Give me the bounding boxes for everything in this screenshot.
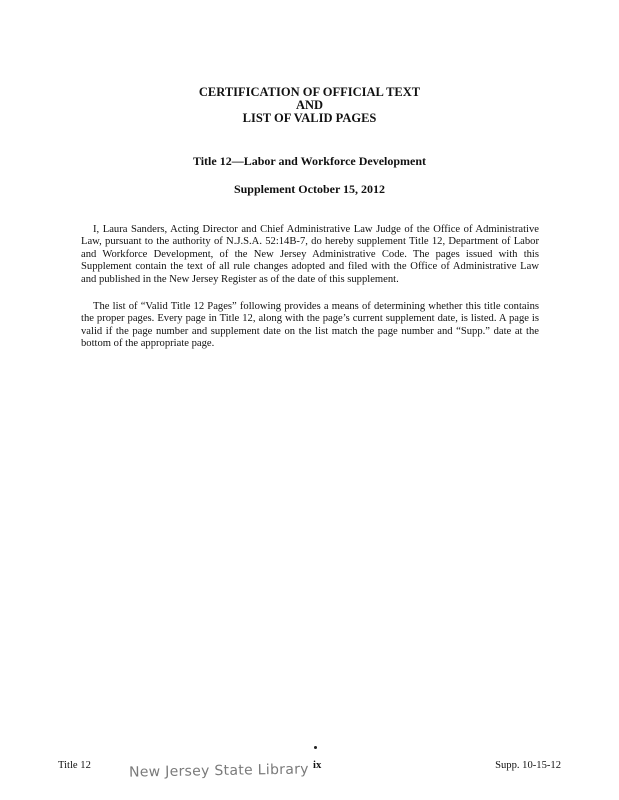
page-mark-dot: [314, 746, 317, 749]
footer-title: Title 12: [58, 760, 91, 771]
paragraph-2-block: [81, 301, 539, 351]
paragraph-1: I, Laura Sanders, Acting Director and Chief Administrative Law Judge of the Office of Administrative Law, pursuant to the authority of N.J.S.A. 52:14B-7, do hereby supplement Title 12, Department of Labor and Workforce Development, of the New Jersey Administrative Code. The pages issued with this Supplement contain the text of all rule changes adopted and filed with the Office of Administrative Law and published in the New Jersey Register as of the date of this supplement.: [81, 224, 539, 285]
title-line: Title 12—Labor and Workforce Development: [192, 154, 427, 168]
heading-list-of-valid-pages: LIST OF VALID PAGES: [242, 111, 377, 125]
paragraph-1-block: [81, 224, 539, 286]
heading-and: AND: [295, 98, 324, 112]
paragraph-2: The list of “Valid Title 12 Pages” following provides a means of determining whether this title contains the proper pages. Every page in Title 12, along with the page’s current supplement date, is listed. A page is valid if the page number and supplement date on the list match the page number and “Supp.” date at the bottom of the appropriate page.: [81, 301, 539, 350]
library-stamp: New Jersey State Library: [128, 761, 309, 781]
footer-supplement: Supp. 10-15-12: [495, 760, 561, 771]
footer-page-number: ix: [313, 760, 322, 771]
supplement-date: Supplement October 15, 2012: [233, 182, 386, 196]
heading-certification: CERTIFICATION OF OFFICIAL TEXT: [198, 85, 421, 99]
